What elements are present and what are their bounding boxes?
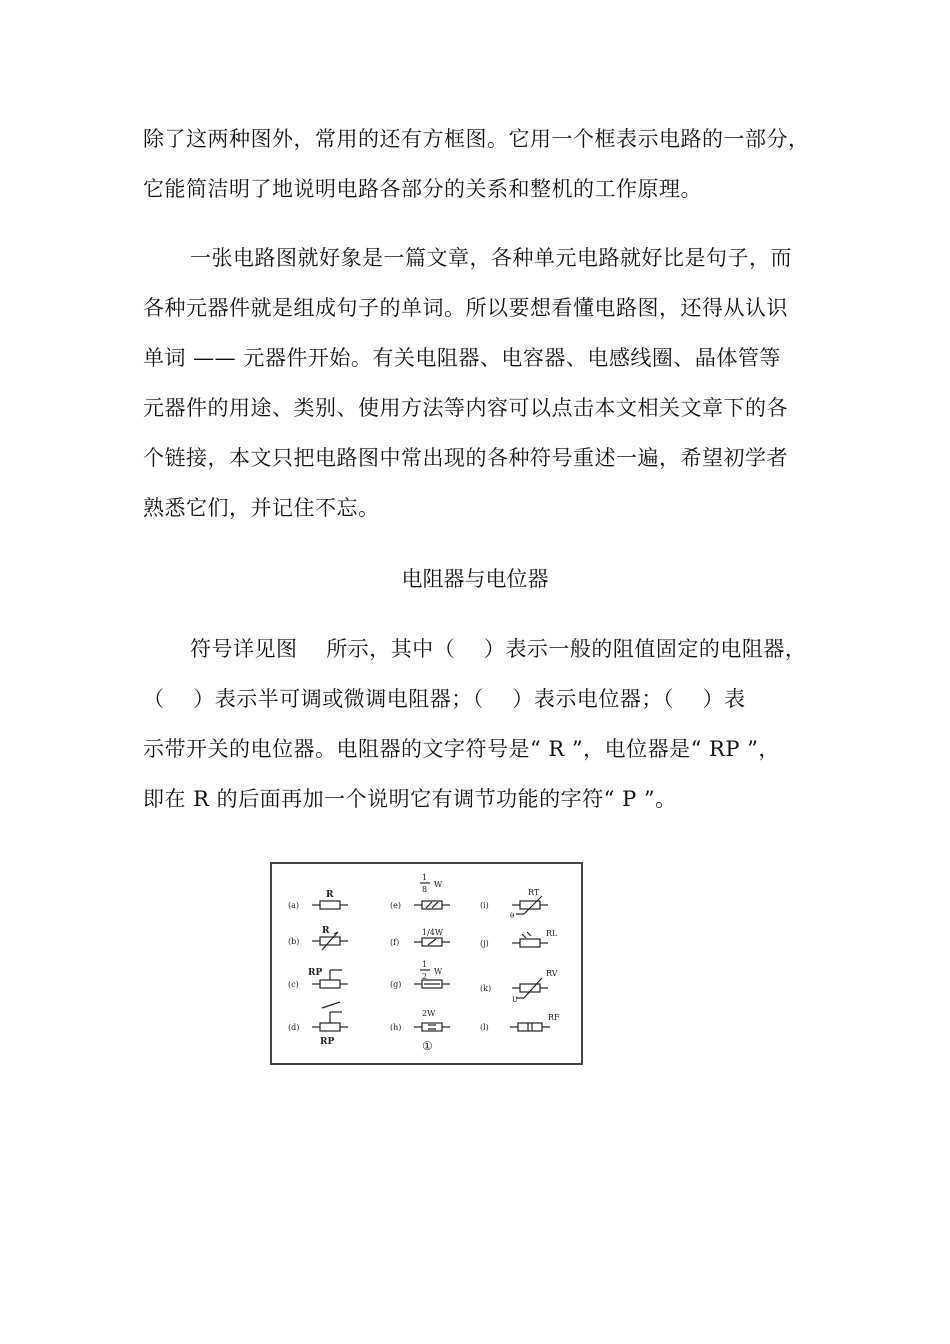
figure-label-e: (e) — [390, 901, 401, 910]
paragraph-line: 除了这两种图外，常用的还有方框图。它用一个框表示电路的一部分， — [143, 127, 810, 151]
figure-label-d: (d) — [288, 1023, 300, 1032]
section-heading: 电阻器与电位器 — [401, 567, 549, 591]
figure-label-c: (c) — [288, 980, 299, 989]
symbol-text-i: RT — [528, 888, 540, 897]
figure-label-b: (b) — [288, 937, 300, 946]
paragraph-line: 熟悉它们，并记住不忘。 — [143, 496, 380, 520]
symbol-text-a: R — [326, 890, 334, 900]
symbol-text-b: R — [322, 926, 330, 936]
figure-label-i: (i) — [480, 901, 489, 910]
symbol-text-g-den: 2 — [422, 972, 428, 981]
symbol-text-h: 2W — [422, 1009, 436, 1018]
paragraph-line: 元器件的用途、类别、使用方法等内容可以点击本文相关文章下的各 — [143, 396, 788, 420]
paragraph-line: 示带开关的电位器。电阻器的文字符号是“ R ”，电位器是“ RP ”， — [143, 737, 780, 761]
paragraph-line: 即在 R 的后面再加一个说明它有调节功能的字符“ P ”。 — [143, 787, 677, 811]
figure-label-l: (l) — [480, 1023, 489, 1032]
symbol-text-e-den: 8 — [422, 885, 428, 894]
paragraph-line: 单词 —— 元器件开始。有关电阻器、电容器、电感线圈、晶体管等 — [143, 346, 781, 370]
symbol-text-k-sub: U — [512, 996, 518, 1004]
symbol-text-e-num: 1 — [422, 873, 428, 882]
symbol-text-j: RL — [546, 929, 558, 938]
paragraph-line: （ ）表示半可调或微调电阻器；（ ）表示电位器；（ ）表 — [143, 687, 746, 711]
symbol-text-f: 1/4W — [422, 928, 444, 937]
figure-label-h: (h) — [390, 1023, 402, 1032]
symbol-text-g-unit: W — [434, 967, 443, 976]
figure-label-a: (a) — [288, 901, 300, 910]
paragraph-line: 一张电路图就好象是一篇文章，各种单元电路就好比是句子，而 — [190, 246, 792, 270]
paragraph-line: 各种元器件就是组成句子的单词。所以要想看懂电路图，还得从认识 — [143, 296, 788, 320]
symbol-text-c: RP — [308, 968, 323, 978]
symbol-text-i-sub: θ — [510, 912, 515, 920]
resistor-symbols-diagram — [272, 864, 581, 1063]
resistor-symbols-figure — [270, 862, 583, 1065]
paragraph-line: 符号详见图 所示，其中（ ）表示一般的阻值固定的电阻器， — [190, 637, 807, 661]
symbol-text-g-num: 1 — [422, 960, 428, 969]
figure-label-g: (g) — [390, 980, 402, 989]
symbol-text-k: RV — [546, 969, 558, 978]
symbol-text-l: RF — [548, 1013, 560, 1022]
paragraph-line: 它能简洁明了地说明电路各部分的关系和整机的工作原理。 — [143, 177, 702, 201]
symbol-text-d: RP — [320, 1037, 335, 1047]
paragraph-line: 个链接，本文只把电路图中常出现的各种符号重述一遍，希望初学者 — [143, 446, 788, 470]
figure-label-k: (k) — [480, 984, 492, 993]
figure-label-f: (f) — [390, 938, 400, 947]
figure-caption: ① — [422, 1039, 433, 1053]
symbol-text-e-unit: W — [434, 880, 443, 889]
figure-label-j: (j) — [480, 939, 489, 948]
